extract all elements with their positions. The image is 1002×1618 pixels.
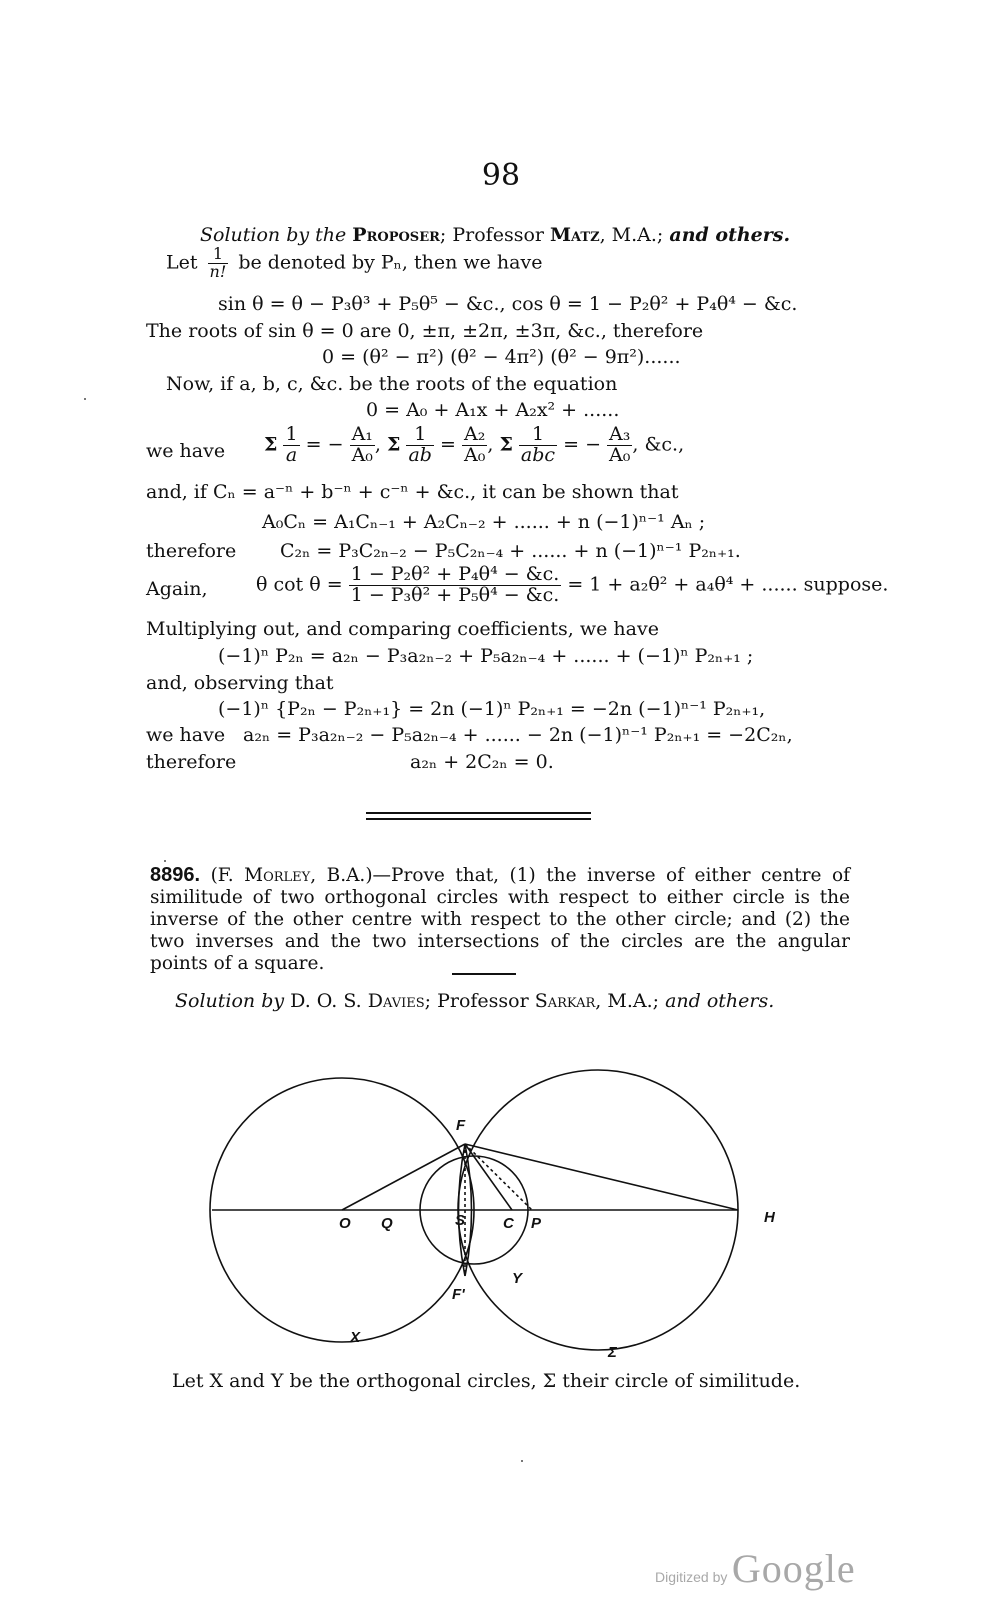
therefore-label-2: therefore: [146, 751, 237, 773]
byline-proposer: Proposer: [352, 224, 440, 246]
line-OF: [342, 1144, 465, 1210]
frac-num: 1: [406, 425, 434, 446]
byline-prefix: Solution by the: [200, 224, 347, 246]
equals: = −: [563, 433, 601, 456]
frac-num: 1: [519, 425, 557, 446]
let-text: be denoted by Pₙ, then we have: [238, 251, 543, 274]
c2n-equation: C₂ₙ = P₃C₂ₙ₋₂ − P₅C₂ₙ₋₄ + ...... + n (−1)ⁿ⁻¹ P₂ₙ₊₁.: [280, 540, 741, 562]
author-suffix: , B.A.)—: [310, 865, 392, 886]
watermark-logo: Google: [731, 1546, 856, 1591]
label-P: P: [531, 1215, 542, 1232]
final-equation: a₂ₙ + 2C₂ₙ = 0.: [410, 751, 554, 773]
frac-den: a: [285, 443, 298, 466]
line-FH: [465, 1144, 738, 1210]
page-number: 98: [481, 158, 521, 193]
frac-den: n!: [209, 261, 227, 281]
we-have-label-2: we have: [146, 724, 226, 746]
frac-den: 1 − P₃θ² + P₅θ⁴ − &c.: [350, 583, 560, 606]
label-Y: Y: [512, 1270, 523, 1287]
author-name: Morley: [244, 865, 311, 886]
frac-num: 1: [208, 246, 229, 264]
byline-name2: Sarkar: [534, 990, 596, 1012]
byline-degree: , M.A.;: [599, 224, 664, 246]
label-X: X: [350, 1329, 361, 1346]
polynomial-equation: 0 = A₀ + A₁x + A₂x² + ......: [366, 399, 620, 421]
frac-num: 1 − P₂θ² + P₄θ⁴ − &c.: [350, 563, 560, 585]
sigma-symbol: Σ: [387, 433, 401, 456]
we-have-label: we have: [146, 440, 226, 462]
a0cn-equation: A₀Cₙ = A₁Cₙ₋₁ + A₂Cₙ₋₂ + ...... + n (−1)ⁿ⁻¹ Aₙ ;: [262, 511, 706, 533]
comma: ,: [487, 433, 494, 456]
coefficient-equation: (−1)ⁿ P₂ₙ = a₂ₙ − P₃a₂ₙ₋₂ + P₅a₂ₙ₋₄ + ...... + (−1)ⁿ P₂ₙ₊₁ ;: [218, 645, 754, 667]
therefore-label: therefore: [146, 540, 237, 562]
scan-speck: [521, 1460, 523, 1462]
label-O: O: [339, 1215, 351, 1232]
cot-lhs: θ cot θ =: [256, 573, 343, 596]
line-FP-dashed: [465, 1144, 532, 1210]
question-text: Prove that, (1) the inverse of either centre of similitude of two orthogonal circles with respect to either circle is the inverse of the other centre with respect to the other circle; and (2) the two inverses and the two intersections of the circles are the angular points of a square.: [150, 865, 850, 974]
frac-num: A₂: [464, 423, 486, 445]
label-Q: Q: [381, 1215, 393, 1232]
label-F-prime: F': [452, 1286, 465, 1303]
byline-prefix: Solution by: [175, 990, 285, 1012]
byline-sep: ; Professor: [439, 224, 544, 246]
label-F: F: [456, 1117, 466, 1134]
etc: , &c.,: [632, 433, 685, 456]
figure-caption: Let X and Y be the orthogonal circles, Σ their circle of similitude.: [172, 1370, 801, 1392]
frac-den: A₀: [464, 443, 486, 466]
sigma-symbol: Σ: [264, 433, 278, 456]
cot-rhs: = 1 + a₂θ² + a₄θ⁴ + ...... suppose.: [567, 573, 889, 596]
frac-num: A₁: [351, 423, 373, 445]
observing-line: and, observing that: [146, 672, 334, 694]
let-word: Let: [166, 251, 198, 274]
frac-den: abc: [520, 443, 556, 466]
byline-suffix: and others.: [669, 224, 791, 246]
cn-definition: and, if Cₙ = a⁻ⁿ + b⁻ⁿ + c⁻ⁿ + &c., it can be shown that: [146, 481, 679, 503]
byline-degree: , M.A.;: [595, 990, 660, 1012]
watermark-small: Digitized by: [655, 1569, 728, 1585]
label-sigma: Σ: [608, 1344, 617, 1361]
sigma-symbol: Σ: [499, 433, 513, 456]
byline-name: Matz: [550, 224, 600, 246]
author-prefix: (F.: [210, 865, 234, 886]
product-equation: 0 = (θ² − π²) (θ² − 4π²) (θ² − 9π²)......: [322, 346, 681, 368]
roots-line: The roots of sin θ = 0 are 0, ±π, ±2π, ±3π, &c., therefore: [146, 320, 704, 342]
now-line: Now, if a, b, c, &c. be the roots of the equation: [166, 373, 618, 395]
frac-num: A₃: [609, 423, 631, 445]
again-label: Again,: [146, 578, 208, 600]
observing-equation: (−1)ⁿ {P₂ₙ − P₂ₙ₊₁} = 2n (−1)ⁿ P₂ₙ₊₁ = −2n (−1)ⁿ⁻¹ P₂ₙ₊₁,: [218, 698, 766, 720]
byline-name: D. O. S. Davies: [290, 990, 425, 1012]
byline-sep: ; Professor: [424, 990, 529, 1012]
frac-den: ab: [408, 443, 432, 466]
label-S: S: [455, 1212, 466, 1229]
label-C: C: [503, 1215, 514, 1232]
question-number: 8896.: [150, 864, 201, 886]
scan-speck: [84, 398, 86, 400]
series-sin-cos: sin θ = θ − P₃θ³ + P₅θ⁵ − &c., cos θ = 1 − P₂θ² + P₄θ⁴ − &c.: [218, 293, 798, 315]
multiplying-line: Multiplying out, and comparing coefficients, we have: [146, 618, 659, 640]
google-watermark: [655, 1545, 856, 1592]
scan-speck: [164, 860, 166, 862]
equals: = −: [305, 433, 344, 456]
frac-num: 1: [285, 423, 298, 445]
frac-den: A₀: [351, 443, 373, 466]
label-H: H: [764, 1209, 775, 1226]
equals: =: [440, 433, 456, 456]
frac-den: A₀: [609, 443, 631, 466]
comma: ,: [374, 433, 381, 456]
byline-suffix: and others.: [665, 990, 775, 1012]
a2n-equation: a₂ₙ = P₃a₂ₙ₋₂ − P₅a₂ₙ₋₄ + ...... − 2n (−1)ⁿ⁻¹ P₂ₙ₊₁ = −2C₂ₙ,: [243, 724, 793, 746]
